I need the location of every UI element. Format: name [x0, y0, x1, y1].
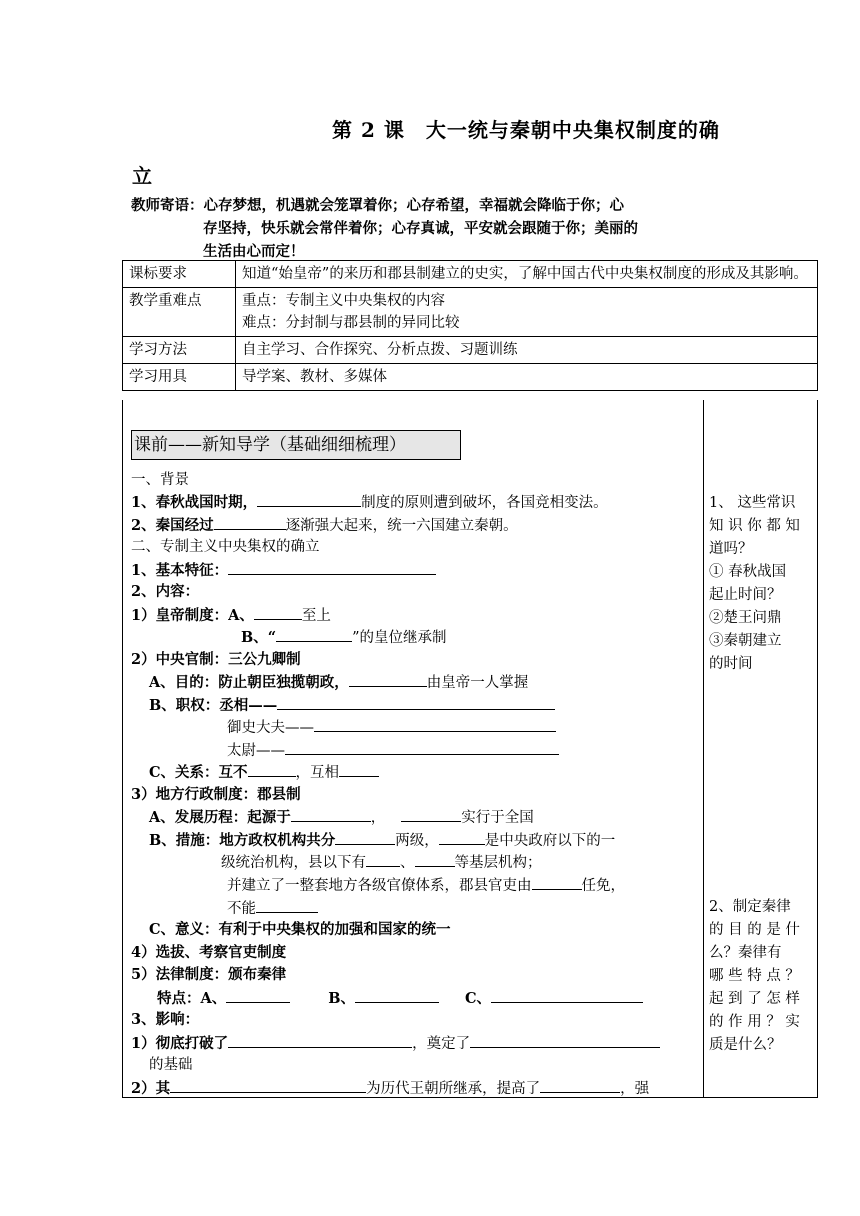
row-key: 教学重难点 [123, 288, 236, 337]
text-line: 1、基本特征： [131, 560, 436, 581]
text-line: 2、秦国经过 逐渐强大起来，统一六国建立秦朝。 [131, 517, 518, 534]
text-line: 4）选拔、考察官吏制度 [131, 944, 287, 961]
blank[interactable] [439, 830, 485, 845]
blank[interactable] [415, 852, 455, 867]
worksheet-body [122, 400, 818, 1098]
row-value: 导学案、教材、多媒体 [236, 364, 818, 391]
text-line: 的基础 [149, 1057, 193, 1073]
text-line: 1）彻底打破了 ，奠定了 [131, 1033, 660, 1054]
blank[interactable] [401, 807, 461, 822]
blank[interactable] [355, 988, 439, 1003]
table-row [123, 337, 818, 364]
blank[interactable] [214, 515, 286, 530]
blank[interactable] [285, 740, 559, 755]
text-line: 2）中央官制：三公九卿制 [131, 651, 301, 668]
text-line: 一、背景 [131, 472, 189, 488]
blank[interactable] [228, 1033, 412, 1048]
text-line: 特点：A、 B、 C、 [157, 988, 643, 1009]
side-question-1: 1、 这些常识 知 识 你 都 知 道吗？ ① 春秋战国 起止时间？ ②楚王问鼎 ③秦朝建立 的时间 [709, 495, 800, 672]
table-row [123, 364, 818, 391]
blank[interactable] [366, 852, 400, 867]
blank[interactable] [335, 830, 395, 845]
blank[interactable] [540, 1078, 620, 1093]
blank[interactable] [491, 988, 643, 1003]
blank[interactable] [254, 605, 302, 620]
value-line: 重点：专制主义中央集权的内容 [242, 293, 445, 309]
blank[interactable] [314, 717, 556, 732]
text-line: 不能 [227, 898, 318, 919]
text-line: B、职权：丞相—— [149, 695, 555, 716]
row-key: 学习用具 [123, 364, 236, 391]
motto-line: 教师寄语：心存梦想，机遇就会笼罩着你；心存希望，幸福就会降临于你；心 [131, 197, 624, 214]
text-line: 2、内容： [131, 583, 200, 600]
column-divider [703, 400, 704, 1098]
section-header: 课前——新知导学（基础细细梳理） [131, 430, 461, 460]
blank[interactable] [170, 1078, 366, 1093]
blank[interactable] [226, 988, 290, 1003]
text-line: 1）皇帝制度：A、 至上 [131, 607, 331, 624]
text-line: 二、专制主义中央集权的确立 [131, 539, 320, 555]
text-line: A、发展历程：起源于 ， 实行于全国 [149, 809, 534, 826]
text-line: 2）其 为历代王朝所继承，提高了 ，强 [131, 1080, 650, 1097]
blank[interactable] [228, 560, 436, 575]
blank[interactable] [349, 672, 427, 687]
text-line: C、关系：互不 ，互相 [149, 762, 379, 783]
side-question-2: 2、制定秦律 的 目 的 是 什 么？秦律有 哪 些 特 点 ？ 起 到 了 怎 样 的 作 用 ？ 实 质是什么？ [709, 899, 800, 1053]
row-value: 知道“始皇帝”的来历和郡县制建立的史实，了解中国古代中央集权制度的形成及其影响。 [236, 261, 818, 288]
text-line: 级统治机构，县以下有 、 等基层机构； [221, 852, 542, 873]
value-line: 难点：分封制与郡县制的异同比较 [242, 315, 460, 331]
lesson-title: 第 2 课 大一统与秦朝中央集权制度的确 [332, 118, 720, 142]
teacher-motto [131, 194, 751, 263]
row-key: 学习方法 [123, 337, 236, 364]
text-line: 并建立了一整套地方各级官僚体系，郡县官吏由 任免， [227, 875, 625, 896]
text-line: 3、影响： [131, 1011, 200, 1028]
lesson-title-cont: 立 [132, 164, 152, 188]
row-value [236, 288, 818, 337]
blank[interactable] [339, 762, 379, 777]
blank[interactable] [470, 1033, 660, 1048]
text-line: B、“ ”的皇位继承制 [241, 629, 447, 646]
blank[interactable] [257, 492, 361, 507]
text-line: A、目的：防止朝臣独揽朝政， 由皇帝一人掌握 [149, 674, 529, 691]
text-line: C、意义：有利于中央集权的加强和国家的统一 [149, 921, 451, 938]
row-key: 课标要求 [123, 261, 236, 288]
blank[interactable] [532, 875, 582, 890]
blank[interactable] [248, 762, 296, 777]
info-table [122, 260, 818, 391]
text-line: B、措施：地方政权机构共分 两级， 是中央政府以下的一 [149, 832, 616, 849]
motto-line: 存坚持，快乐就会常伴着你；心存真诚，平安就会跟随于你；美丽的 [203, 220, 638, 237]
table-row [123, 261, 818, 288]
blank[interactable] [277, 695, 555, 710]
row-value: 自主学习、合作探究、分析点拨、习题训练 [236, 337, 818, 364]
text-line: 5）法律制度：颁布秦律 [131, 966, 287, 983]
text-line: 御史大夫—— [227, 717, 556, 738]
text-line: 1、春秋战国时期， 制度的原则遭到破坏，各国竞相变法。 [131, 494, 608, 511]
text-line: 3）地方行政制度：郡县制 [131, 786, 301, 803]
table-row [123, 288, 818, 337]
blank[interactable] [276, 627, 352, 642]
blank[interactable] [256, 898, 318, 913]
blank[interactable] [291, 807, 371, 822]
motto-line: 生活由心而定！ [203, 243, 305, 260]
text-line: 太尉—— [227, 740, 559, 761]
